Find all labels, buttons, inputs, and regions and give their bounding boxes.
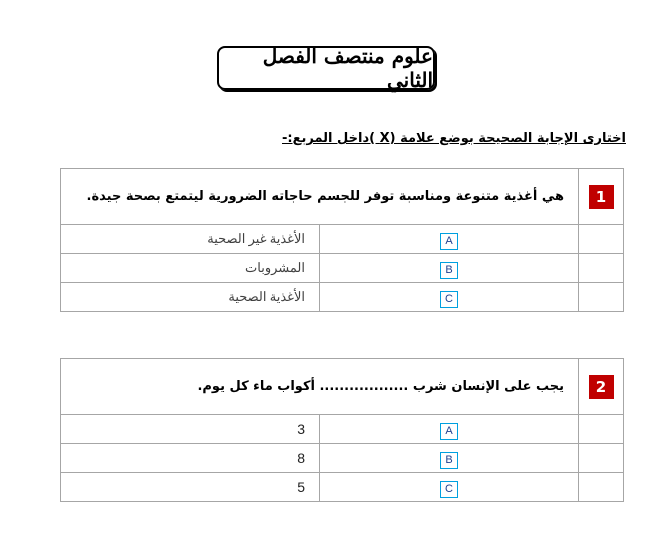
option-text: 8 [61, 444, 320, 473]
option-letter-cell [320, 473, 579, 502]
question-row [61, 169, 624, 225]
option-row[interactable] [61, 444, 624, 473]
option-letter-cell [320, 254, 579, 283]
option-row[interactable] [61, 254, 624, 283]
option-letter-badge: B [440, 452, 458, 469]
answer-checkbox[interactable] [579, 473, 624, 502]
option-letter-badge: C [440, 291, 458, 308]
option-row[interactable] [61, 225, 624, 254]
option-text: الأغذية غير الصحية [61, 225, 320, 254]
question-stem: هي أغذية متنوعة ومناسبة توفر للجسم حاجاته الضرورية ليتمتع بصحة جيدة. [61, 169, 579, 225]
answer-checkbox[interactable] [579, 444, 624, 473]
question-row [61, 359, 624, 415]
question-number-badge: 1 [589, 185, 614, 209]
option-row[interactable] [61, 283, 624, 312]
option-text: 3 [61, 415, 320, 444]
answer-checkbox[interactable] [579, 283, 624, 312]
answer-checkbox[interactable] [579, 254, 624, 283]
option-text: المشروبات [61, 254, 320, 283]
option-row[interactable] [61, 473, 624, 502]
answer-checkbox[interactable] [579, 225, 624, 254]
option-letter-cell [320, 225, 579, 254]
question-table-2 [60, 358, 624, 502]
option-letter-cell [320, 415, 579, 444]
question-number-cell [579, 359, 624, 415]
option-text: الأغذية الصحية [61, 283, 320, 312]
question-table-1 [60, 168, 624, 312]
option-letter-cell [320, 283, 579, 312]
question-number-cell [579, 169, 624, 225]
question-stem: يجب على الإنسان شرب .................. أكواب ماء كل يوم. [61, 359, 579, 415]
option-letter-badge: A [440, 423, 458, 440]
answer-checkbox[interactable] [579, 415, 624, 444]
question-number-badge: 2 [589, 375, 614, 399]
option-row[interactable] [61, 415, 624, 444]
page-title: علوم منتصف الفصل الثاني [217, 46, 435, 90]
option-letter-badge: C [440, 481, 458, 498]
option-letter-badge: A [440, 233, 458, 250]
instruction-text: اختارى الإجابة الصحيحة بوضع علامة (X )داخل المربع:- [282, 131, 626, 146]
option-letter-badge: B [440, 262, 458, 279]
option-text: 5 [61, 473, 320, 502]
option-letter-cell [320, 444, 579, 473]
